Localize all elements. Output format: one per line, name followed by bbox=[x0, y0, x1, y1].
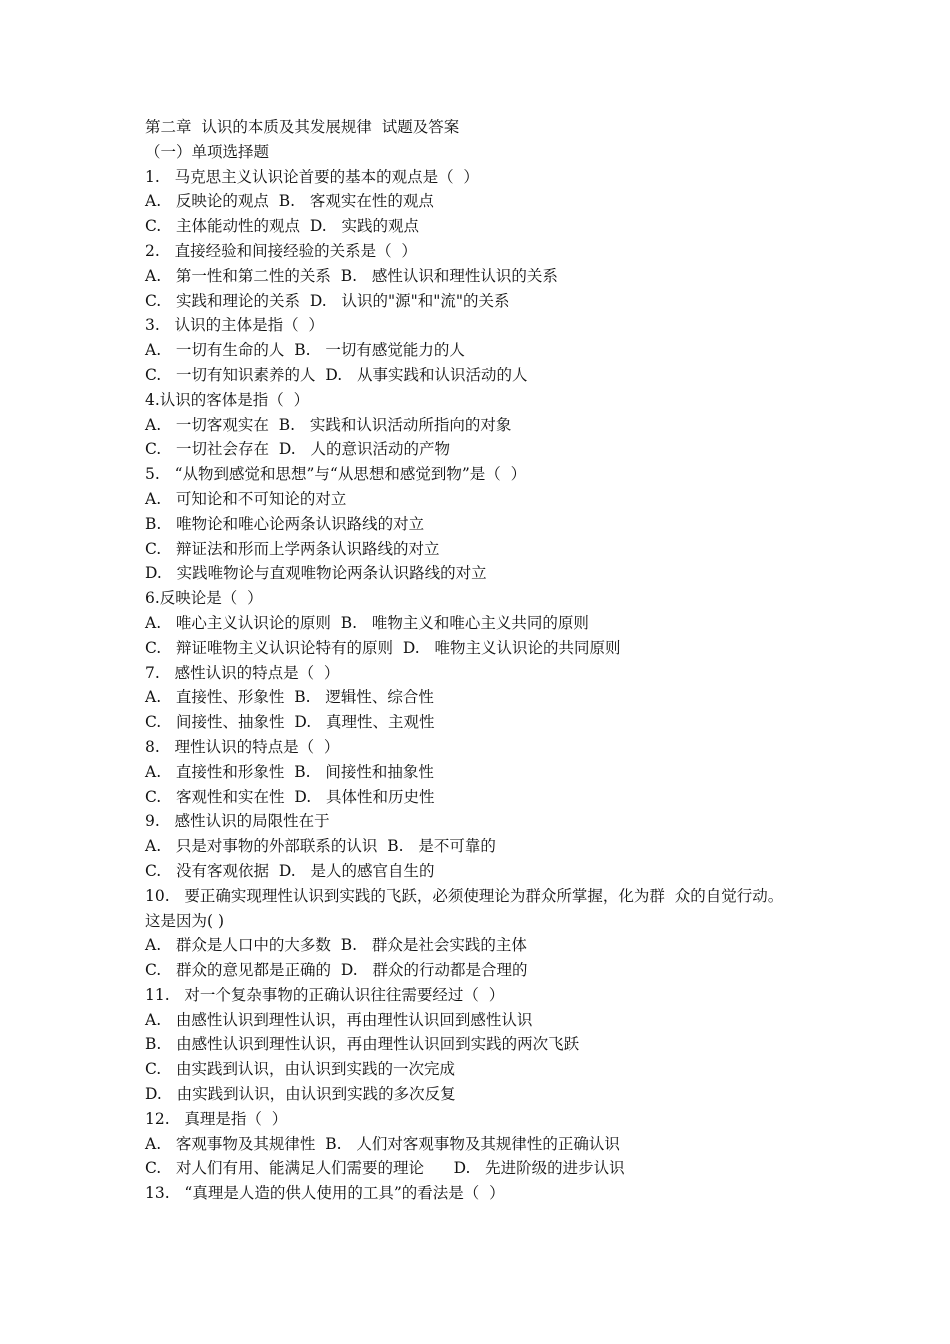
text-line: C. 由实践到认识，由认识到实践的一次完成 bbox=[145, 1060, 456, 1079]
text-line: 11. 对一个复杂事物的正确认识往往需要经过（ ） bbox=[145, 985, 505, 1004]
text-line: A. 可知论和不可知论的对立 bbox=[145, 489, 347, 508]
document-page bbox=[145, 115, 935, 1206]
text-line: A. 唯心主义认识论的原则 B. 唯物主义和唯心主义共同的原则 bbox=[145, 613, 589, 632]
text-line: D. 实践唯物论与直观唯物论两条认识路线的对立 bbox=[145, 564, 487, 583]
text-line: C. 群众的意见都是正确的 D. 群众的行动都是合理的 bbox=[145, 961, 528, 980]
text-line: C. 辩证唯物主义认识论特有的原则 D. 唯物主义认识论的共同原则 bbox=[145, 638, 621, 657]
text-line: C. 没有客观依据 D. 是人的感官自生的 bbox=[145, 861, 435, 880]
text-line: C. 辩证法和形而上学两条认识路线的对立 bbox=[145, 539, 440, 558]
text-line: 13. “真理是人造的供人使用的工具”的看法是（ ） bbox=[145, 1184, 505, 1203]
text-line: 6.反映论是（ ） bbox=[145, 589, 263, 608]
document-title: 第二章 认识的本质及其发展规律 试题及答案 bbox=[145, 118, 460, 136]
text-line: D. 由实践到认识，由认识到实践的多次反复 bbox=[145, 1085, 456, 1104]
text-line: 10. 要正确实现理性认识到实践的飞跃，必须使理论为群众所掌握，化为群 众的自觉行动。 bbox=[145, 886, 784, 905]
text-line: A. 直接性、形象性 B. 逻辑性、综合性 bbox=[145, 688, 434, 707]
text-line: C. 对人们有用、能满足人们需要的理论 D. 先进阶级的进步认识 bbox=[145, 1159, 625, 1178]
text-line: A. 只是对事物的外部联系的认识 B. 是不可靠的 bbox=[145, 837, 496, 856]
text-line: 9. 感性认识的局限性在于 bbox=[145, 812, 330, 831]
text-line: C. 实践和理论的关系 D. 认识的"源"和"流"的关系 bbox=[145, 291, 510, 310]
question-list bbox=[145, 165, 935, 1206]
text-line: 3. 认识的主体是指（ ） bbox=[145, 316, 324, 335]
text-line: A. 客观事物及其规律性 B. 人们对客观事物及其规律性的正确认识 bbox=[145, 1134, 620, 1153]
text-line: C. 间接性、抽象性 D. 真理性、主观性 bbox=[145, 713, 435, 732]
text-line: 这是因为( ) bbox=[145, 911, 225, 930]
text-line: A. 由感性认识到理性认识，再由理性认识回到感性认识 bbox=[145, 1010, 533, 1029]
text-line: 12. 真理是指（ ） bbox=[145, 1109, 288, 1128]
text-line: 2. 直接经验和间接经验的关系是（ ） bbox=[145, 241, 417, 260]
text-line: A. 第一性和第二性的关系 B. 感性认识和理性认识的关系 bbox=[145, 266, 558, 285]
text-line: C. 一切有知识素养的人 D. 从事实践和认识活动的人 bbox=[145, 365, 528, 384]
text-line: C. 一切社会存在 D. 人的意识活动的产物 bbox=[145, 440, 450, 459]
section-heading: （一）单项选择题 bbox=[145, 142, 270, 161]
text-line: 5. “从物到感觉和思想”与“从思想和感觉到物”是（ ） bbox=[145, 465, 527, 484]
text-line: B. 由感性认识到理性认识，再由理性认识回到实践的两次飞跃 bbox=[145, 1035, 580, 1054]
text-line: 7. 感性认识的特点是（ ） bbox=[145, 663, 340, 682]
text-line: A. 直接性和形象性 B. 间接性和抽象性 bbox=[145, 762, 434, 781]
text-line: 1. 马克思主义认识论首要的基本的观点是（ ） bbox=[145, 167, 479, 186]
text-line: 4.认识的客体是指（ ） bbox=[145, 390, 310, 409]
text-line: A. 群众是人口中的大多数 B. 群众是社会实践的主体 bbox=[145, 936, 527, 955]
text-line: 8. 理性认识的特点是（ ） bbox=[145, 737, 340, 756]
text-line: A. 一切有生命的人 B. 一切有感觉能力的人 bbox=[145, 341, 465, 360]
text-line: A. 一切客观实在 B. 实践和认识活动所指向的对象 bbox=[145, 415, 512, 434]
text-line: C. 客观性和实在性 D. 具体性和历史性 bbox=[145, 787, 435, 806]
text-line: A. 反映论的观点 B. 客观实在性的观点 bbox=[145, 192, 434, 211]
text-line: C. 主体能动性的观点 D. 实践的观点 bbox=[145, 217, 419, 236]
text-line: B. 唯物论和唯心论两条认识路线的对立 bbox=[145, 514, 425, 533]
